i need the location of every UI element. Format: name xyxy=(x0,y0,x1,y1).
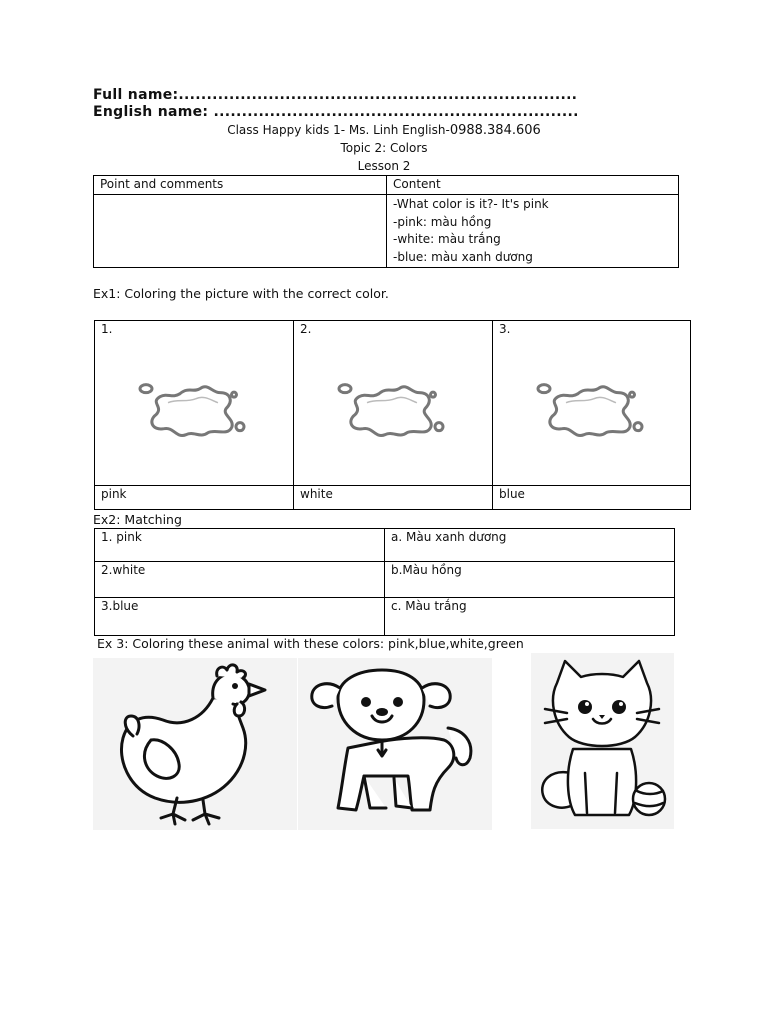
ex1-table xyxy=(94,320,691,510)
ex1-picture-cell[interactable] xyxy=(95,321,294,486)
paint-splat-icon xyxy=(138,379,250,443)
matching-right-item[interactable]: c. Màu trắng xyxy=(385,598,675,636)
ex1-title: Ex1: Coloring the picture with the correct color. xyxy=(93,286,389,301)
lesson-title: Lesson 2 xyxy=(357,159,411,173)
ex1-picture-cell[interactable] xyxy=(294,321,493,486)
content-line: -pink: màu hồng xyxy=(393,214,492,229)
matching-right-item[interactable]: b.Màu hồng xyxy=(385,562,675,598)
points-comments-cell[interactable] xyxy=(94,195,387,268)
ex1-item-number: 3. xyxy=(499,322,511,336)
english-name-field[interactable]: English name: ................................................................. xyxy=(93,104,579,120)
puppy-icon xyxy=(298,658,492,830)
chicken-icon xyxy=(93,658,297,830)
ex1-picture-cell[interactable] xyxy=(493,321,691,486)
topic-title: Topic 2: Colors xyxy=(340,141,428,155)
ex1-color-label: blue xyxy=(493,486,691,510)
ex3-title: Ex 3: Coloring these animal with these colors: pink,blue,white,green xyxy=(97,636,524,651)
paint-splat-icon xyxy=(337,379,449,443)
content-header: Content xyxy=(387,176,679,195)
matching-left-item[interactable]: 1. pink xyxy=(95,529,385,562)
matching-left-item[interactable]: 3.blue xyxy=(95,598,385,636)
ex1-item-number: 1. xyxy=(101,322,113,336)
points-header: Point and comments xyxy=(94,176,387,195)
content-cell xyxy=(387,195,679,268)
info-table xyxy=(93,175,679,268)
matching-table xyxy=(94,528,675,636)
paint-splat-icon xyxy=(536,379,648,443)
full-name-field[interactable]: Full name:....................................................................... xyxy=(93,87,578,103)
matching-right-item[interactable]: a. Màu xanh dương xyxy=(385,529,675,562)
content-line: -What color is it?- It's pink xyxy=(393,197,549,211)
phone-number: 0988.384.606 xyxy=(449,123,541,138)
ex1-color-label: white xyxy=(294,486,493,510)
content-line: -white: màu trắng xyxy=(393,232,501,246)
matching-left-item[interactable]: 2.white xyxy=(95,562,385,598)
content-line: -blue: màu xanh dương xyxy=(393,249,533,264)
class-info-line xyxy=(0,123,768,138)
ex2-title: Ex2: Matching xyxy=(93,512,182,527)
kitten-icon xyxy=(531,653,674,829)
kitten-drawing[interactable] xyxy=(531,653,674,829)
ex1-color-label: pink xyxy=(95,486,294,510)
puppy-drawing[interactable] xyxy=(298,658,492,830)
chicken-drawing[interactable] xyxy=(93,658,297,830)
ex1-item-number: 2. xyxy=(300,322,312,336)
class-name: Class Happy kids 1- Ms. Linh English- xyxy=(227,123,450,137)
